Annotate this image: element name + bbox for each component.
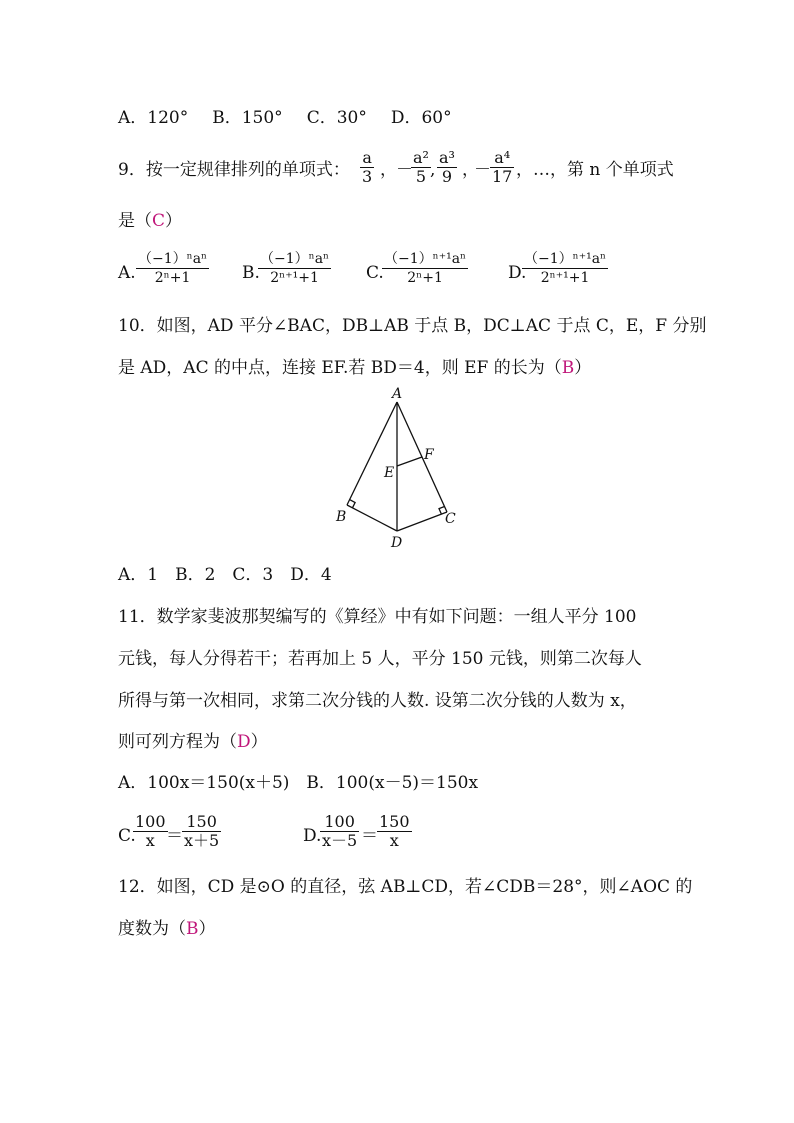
segment-cd: [397, 512, 447, 531]
segment-bd: [347, 505, 397, 531]
q11-line2: 元钱，每人分得若干；若再加上 5 人，平分 150 元钱，则第二次每人: [118, 649, 642, 669]
q11-answer: D: [237, 732, 251, 752]
q9-option-d-label: D.: [508, 263, 527, 283]
q11-option-c-frac1: $\frac{100}{x}$: [135, 812, 166, 850]
q10-options: A．1 B．2 C．3 D．4: [118, 565, 332, 585]
label-c: C: [445, 511, 456, 527]
q8-options: [118, 107, 452, 129]
q9-option-c: $\frac{\text{（−1）ⁿ⁺¹aⁿ}}{\text{2ⁿ+1}}$: [384, 251, 467, 286]
q12-line2: 度数为（B）: [118, 919, 216, 939]
q11-option-ab: A．100x＝150(x＋5) B．100(x－5)＝150x: [118, 773, 479, 793]
q8-option-d: D．60°: [390, 108, 452, 128]
q10-answer: B: [561, 358, 575, 378]
q11-line1: 11．数学家斐波那契编写的《算经》中有如下问题：一组人平分 100: [118, 607, 637, 627]
q12-line1: 12．如图，CD 是⊙O 的直径，弦 AB⊥CD，若∠CDB＝28°，则∠AOC 的: [118, 877, 693, 897]
q9-term-4: $\frac{\text{a⁴}}{17}$: [492, 148, 513, 186]
q9-option-c-label: C.: [366, 263, 384, 283]
q8-option-b: B．150°: [212, 108, 283, 128]
q9-term-3: $\frac{\text{a³}}{9}$: [439, 148, 455, 186]
q9-stem-line2: 是（C）: [118, 211, 183, 231]
q11-line4: 则可列方程为（D）: [118, 732, 268, 752]
q8-option-a: A．120°: [118, 108, 189, 128]
q9-stem-start: 9．按一定规律排列的单项式：: [118, 160, 350, 180]
q11-option-d-frac2: $\frac{150}{x}$: [379, 812, 410, 850]
label-d: D: [391, 535, 403, 551]
segment-ab: [347, 402, 397, 505]
q8-option-c: C．30°: [306, 108, 367, 128]
q11-option-d-label: D.: [303, 826, 322, 846]
q9-option-b-label: B.: [242, 263, 260, 283]
q9-stem-end: ，…，第 n 个单项式: [516, 160, 674, 180]
q10-line1: 10．如图，AD 平分∠BAC，DB⊥AB 于点 B，DC⊥AC 于点 C，E，F 分别: [118, 316, 707, 336]
label-a: A: [392, 386, 403, 402]
q9-term-4-sign: －: [474, 160, 491, 180]
label-e: E: [384, 465, 395, 481]
q11-option-c-frac2: $\frac{150}{x+5}$: [184, 812, 220, 850]
q10-line2: 是 AD，AC 的中点，连接 EF.若 BD＝4，则 EF 的长为（B）: [118, 358, 592, 378]
q12-answer: B: [186, 919, 199, 939]
q10-figure: [320, 385, 480, 555]
q9-answer: C: [152, 211, 166, 231]
q9-option-a-label: A.: [118, 263, 136, 283]
q9-option-b: （−1）ⁿaⁿ 2ⁿ⁺¹+1: [260, 251, 330, 286]
q11-option-d-frac1: $\frac{100}{x-5}$: [322, 812, 358, 850]
q9-term-2: $\frac{\text{a²}}{5}$: [413, 148, 429, 186]
q9-term-1: $\frac{a}{3}$: [362, 148, 373, 186]
q9-term-2-sign: －: [396, 160, 413, 180]
q11-option-c-label: C.: [118, 826, 136, 846]
q11-line3: 所得与第一次相同，求第二次分钱的人数. 设第二次分钱的人数为 x，: [118, 691, 637, 711]
segment-ef: [397, 457, 422, 466]
q9-option-a: （−1）ⁿaⁿ 2ⁿ+1: [138, 251, 208, 286]
label-b: B: [336, 509, 347, 525]
label-f: F: [424, 447, 434, 463]
q9-option-d: $\frac{\text{（−1）ⁿ⁺¹aⁿ}}{\text{2ⁿ⁺¹+1}}$: [524, 251, 607, 286]
